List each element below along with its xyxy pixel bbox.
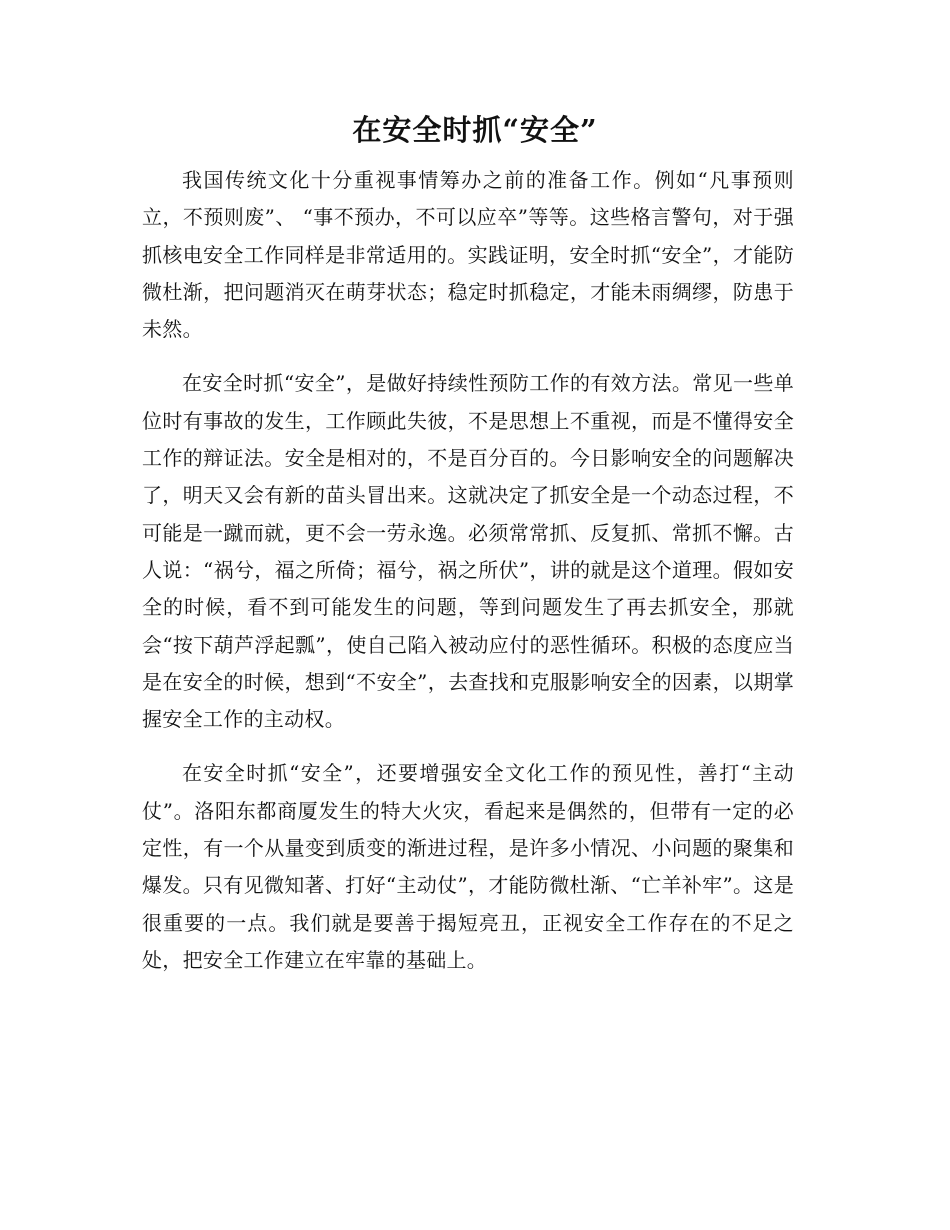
document-title: 在安全时抓“安全” [352,113,598,147]
paragraph-2: 在安全时抓“安全”，是做好持续性预防工作的有效方法。常见一些单位时有事故的发生，工作顾此失彼，不是思想上不重视，而是不懂得安全工作的辩证法。安全是相对的，不是百分百的。今日影响安全的问题解决了，明天又会有新的苗头冒出来。这就决定了抓安全是一个动态过程，不可能是一蹴而就，更不会一劳永逸。必须常常抓、反复抓、常抓不懈。古人说：“祸兮，福之所倚；福兮，祸之所伏”，讲的就是这个道理。假如安全的时候，看不到可能发生的问题，等到问题发生了再去抓安全，那就会“按下葫芦浮起瓢”，使自己陷入被动应付的恶性循环。积极的态度应当是在安全的时候，想到“不安全”，去查找和克服影响安全的因素，以期掌握安全工作的主动权。 [142,371,794,732]
document-body [142,162,794,996]
paragraph-3: 在安全时抓“安全”，还要增强安全文化工作的预见性，善打“主动仗”。洛阳东都商厦发生的特大火灾，看起来是偶然的，但带有一定的必定性，有一个从量变到质变的渐进过程，是许多小情况、小问题的聚集和爆发。只有见微知著、打好“主动仗”，才能防微杜渐、“亡羊补牢”。这是很重要的一点。我们就是要善于揭短亮丑，正视安全工作存在的不足之处，把安全工作建立在牢靠的基础上。 [142,761,794,972]
paragraph-1: 我国传统文化十分重视事情筹办之前的准备工作。例如“凡事预则立，不预则废”、 “事不预办，不可以应卒”等等。这些格言警句，对于强抓核电安全工作同样是非常适用的。实践证明，安全时抓“安全”，才能防微杜渐，把问题消灭在萌芽状态；稳定时抓稳定，才能未雨绸缪，防患于未然。 [142,168,794,342]
